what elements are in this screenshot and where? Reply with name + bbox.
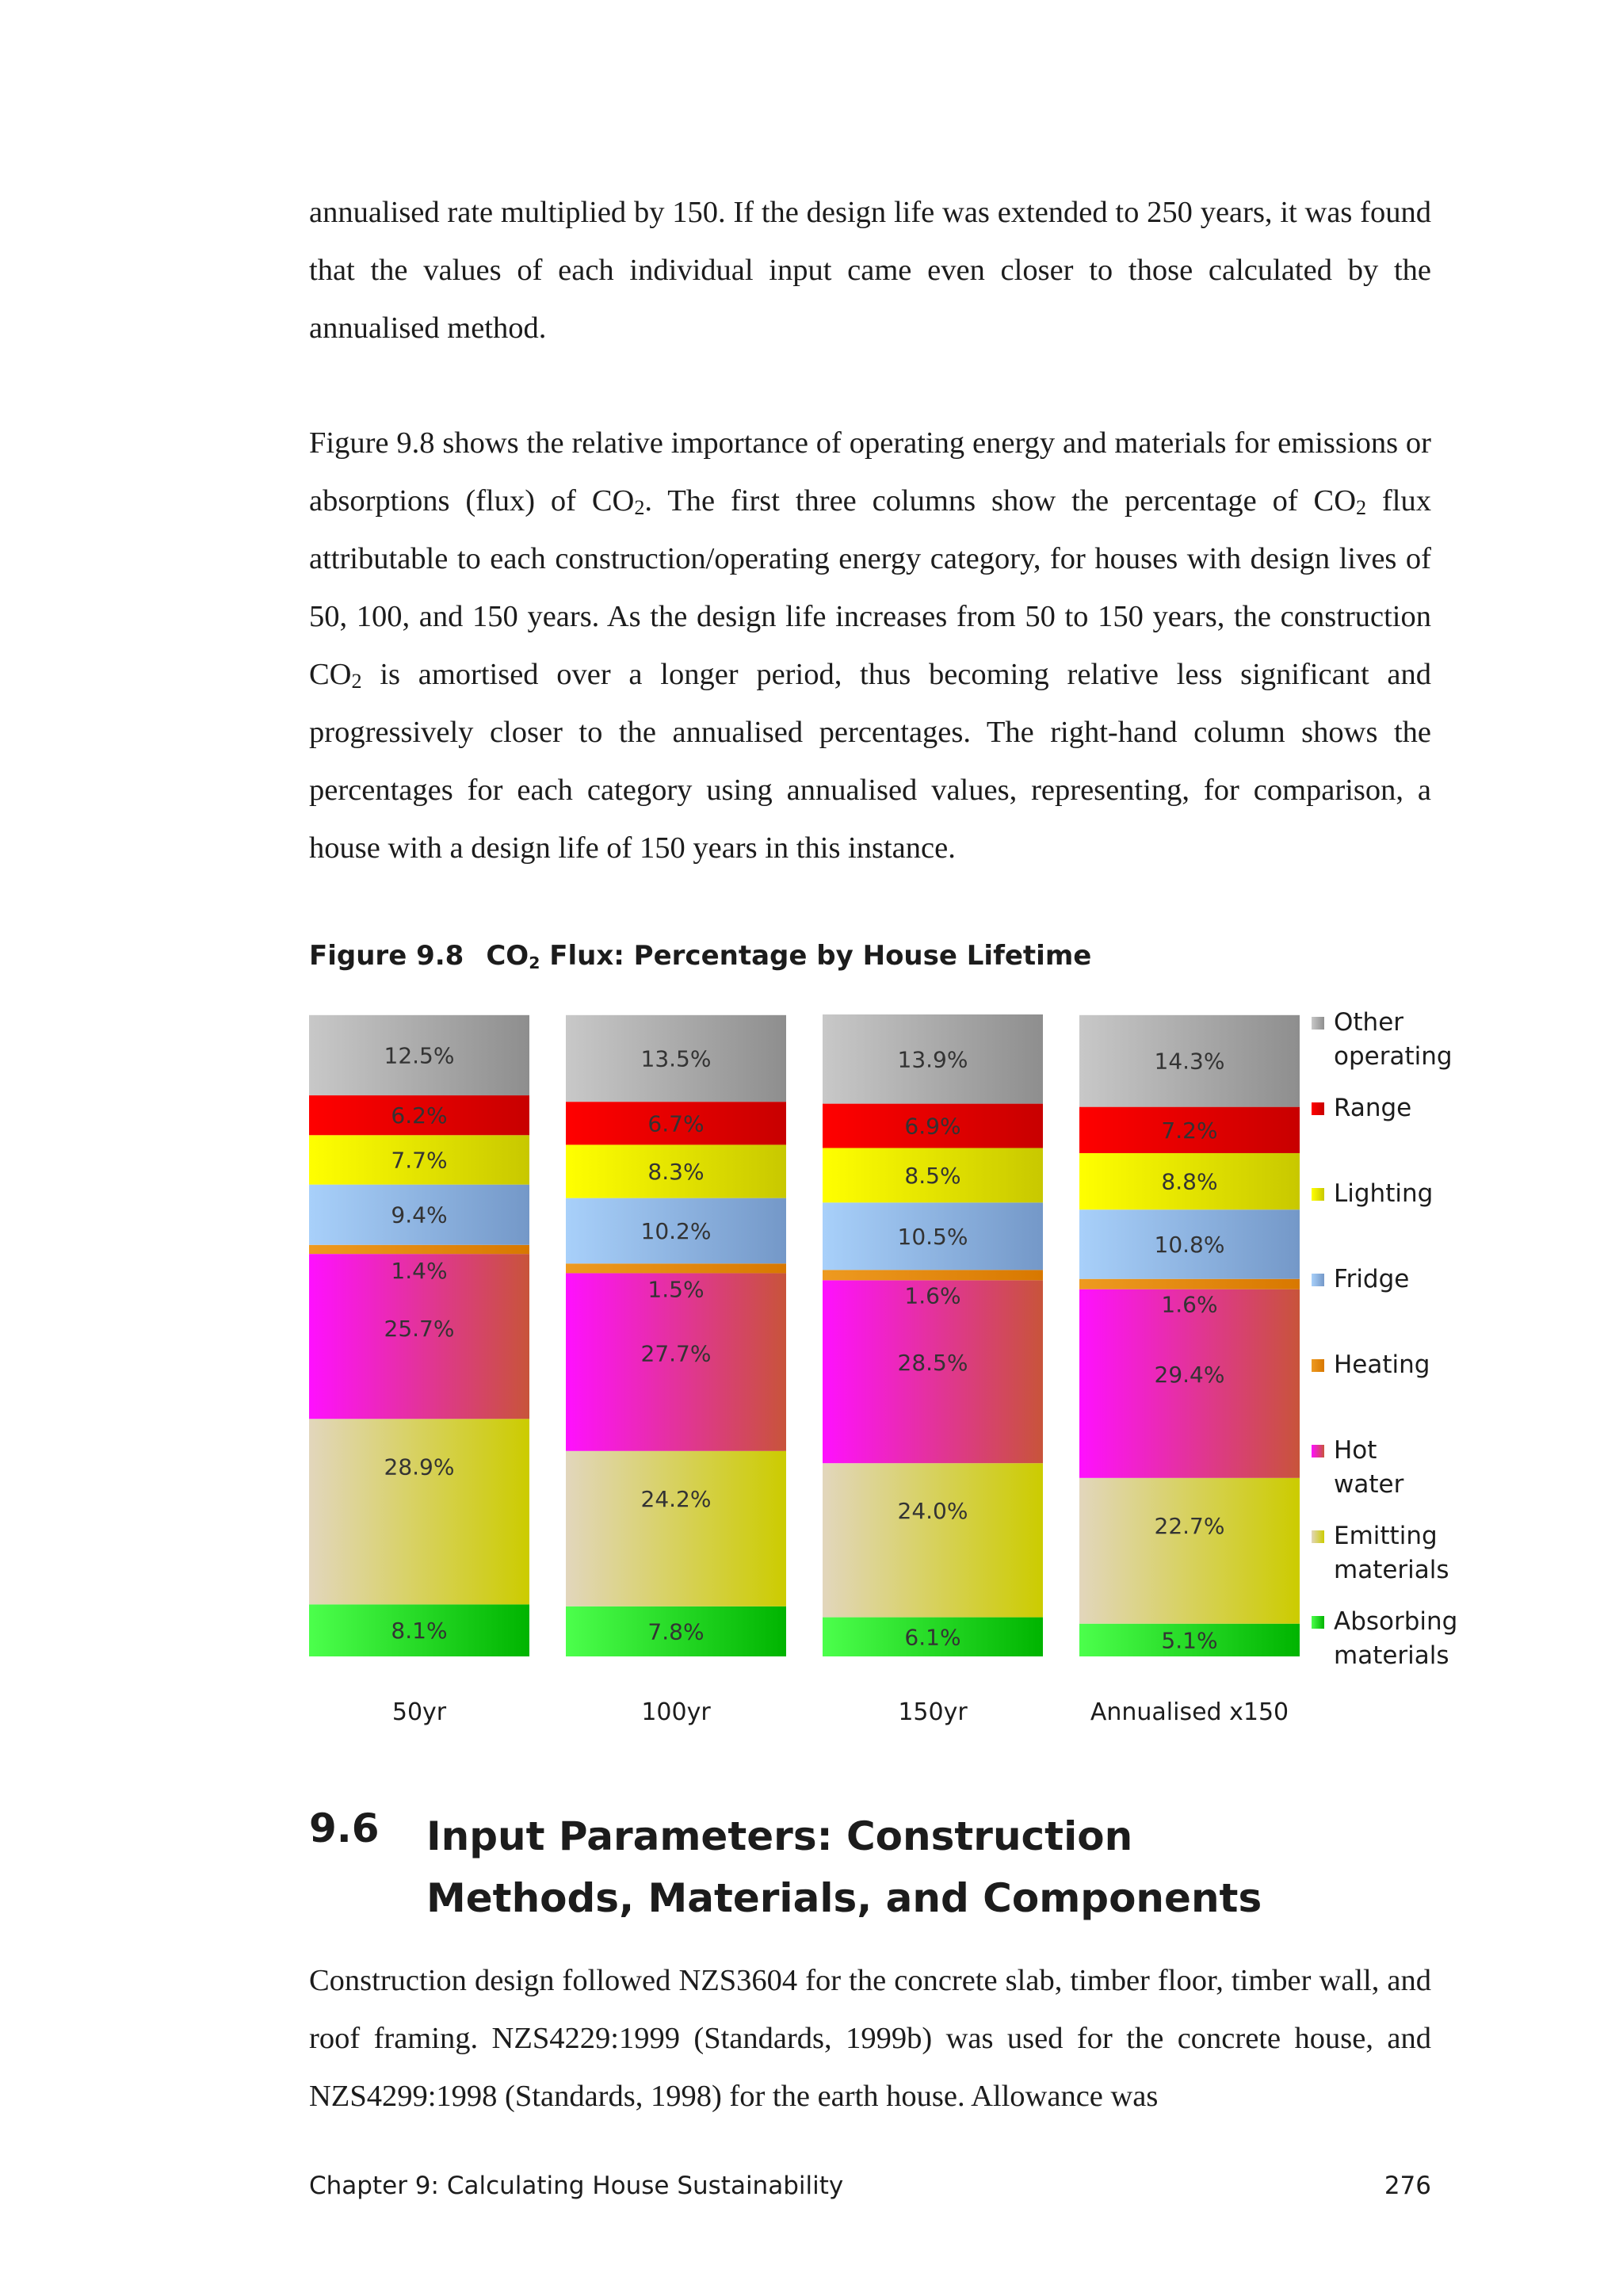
legend-swatch-absorbing-materials — [1312, 1616, 1324, 1629]
figure-number: Figure 9.8 — [309, 940, 464, 972]
page-number: 276 — [1384, 2172, 1431, 2200]
data-label-absorbing-materials-50yr: 8.1% — [391, 1618, 448, 1645]
legend-swatch-emitting-materials — [1312, 1530, 1324, 1543]
footer-chapter: Chapter 9: Calculating House Sustainability — [309, 2172, 844, 2200]
paragraph-2-part1: Figure 9.8 shows the relative importance of operating energy and materials for emissions or absorptions (flux) of CO — [309, 426, 1431, 518]
legend-label-fridge: Fridge — [1334, 1265, 1410, 1293]
data-label-emitting-materials-annualised-x150: 22.7% — [1154, 1512, 1225, 1539]
legend-label-heating: Heating — [1334, 1350, 1430, 1379]
subscript: 2 — [351, 670, 362, 693]
data-label-heating-50yr: 1.4% — [391, 1257, 448, 1284]
legend-label-lighting: Lighting — [1334, 1179, 1434, 1208]
legend-label-absorbing-materials: Absorbing materials — [1334, 1607, 1458, 1670]
x-label-100yr: 100yr — [641, 1698, 711, 1726]
legend-label-range: Range — [1334, 1094, 1412, 1122]
data-label-lighting-100yr: 8.3% — [647, 1159, 705, 1186]
paragraph-2-part2: . The first three columns show the percentage of CO — [644, 484, 1357, 518]
section-title: Input Parameters: Construction Methods, Materials, and Components — [426, 1813, 1262, 1921]
bar-segment-emitting-materials-150yr — [823, 1463, 1043, 1617]
legend-label-other-operating: Other operating — [1334, 1008, 1453, 1071]
data-label-range-50yr: 6.2% — [391, 1102, 448, 1129]
data-label-emitting-materials-50yr: 28.9% — [384, 1454, 455, 1480]
subscript: 2 — [634, 496, 645, 520]
data-label-other-operating-50yr: 12.5% — [384, 1042, 455, 1069]
data-label-lighting-50yr: 7.7% — [391, 1147, 448, 1174]
figure-title-subscript: 2 — [529, 953, 540, 973]
bar-segment-emitting-materials-100yr — [566, 1451, 786, 1606]
legend-swatch-lighting — [1312, 1188, 1324, 1201]
data-label-lighting-annualised-x150: 8.8% — [1161, 1168, 1218, 1195]
legend-swatch-range — [1312, 1102, 1324, 1115]
legend-label-hot-water: Hot water — [1334, 1436, 1404, 1499]
data-label-heating-annualised-x150: 1.6% — [1161, 1291, 1218, 1318]
subscript: 2 — [1356, 496, 1367, 520]
data-label-hot-water-100yr: 27.7% — [640, 1340, 712, 1367]
bar-segment-heating-100yr — [566, 1263, 786, 1273]
stacked-bar-chart — [301, 1007, 1458, 1744]
paragraph-2-part4: is amortised over a longer period, thus becoming relative less significant and progressively closer to the annualised percentages. The right-hand column shows the percentages for each category using annualised values, representing, for comparison, a house with a design life of 150 years in this instance. — [309, 658, 1431, 865]
data-label-absorbing-materials-150yr: 6.1% — [904, 1624, 961, 1651]
figure-caption — [309, 940, 1091, 972]
legend-label-emitting-materials: Emitting materials — [1334, 1522, 1449, 1584]
section-number: 9.6 — [309, 1805, 380, 1851]
data-label-hot-water-annualised-x150: 29.4% — [1154, 1361, 1225, 1388]
data-label-range-150yr: 6.9% — [904, 1113, 961, 1140]
bar-segment-heating-annualised-x150 — [1079, 1279, 1300, 1289]
legend-swatch-fridge — [1312, 1274, 1324, 1286]
x-label-150yr: 150yr — [898, 1698, 968, 1726]
chart-bars — [309, 1014, 1300, 1656]
chart-x-labels — [392, 1698, 1289, 1726]
data-label-other-operating-150yr: 13.9% — [897, 1046, 968, 1073]
data-label-absorbing-materials-100yr: 7.8% — [647, 1618, 705, 1645]
data-label-range-100yr: 6.7% — [647, 1110, 705, 1137]
data-label-hot-water-50yr: 25.7% — [384, 1315, 455, 1342]
data-label-other-operating-100yr: 13.5% — [640, 1045, 712, 1072]
data-label-lighting-150yr: 8.5% — [904, 1162, 961, 1189]
figure-title-prefix: CO — [486, 940, 529, 972]
figure-title-suffix: Flux: Percentage by House Lifetime — [540, 940, 1092, 972]
bar-segment-heating-150yr — [823, 1270, 1043, 1280]
data-label-emitting-materials-100yr: 24.2% — [640, 1485, 712, 1512]
bar-segment-emitting-materials-50yr — [309, 1419, 529, 1604]
legend-swatch-heating — [1312, 1359, 1324, 1372]
data-label-fridge-annualised-x150: 10.8% — [1154, 1231, 1225, 1258]
paragraph-3: Construction design followed NZS3604 for the concrete slab, timber floor, timber wall, and roof framing. NZS4229:1999 (Standards, 1999b) was used for the concrete house, and NZS4299:1998 (Standards, 1998) for the earth house. Allowance was — [309, 1964, 1431, 2113]
paragraph-2 — [309, 415, 1431, 877]
legend-swatch-other-operating — [1312, 1017, 1324, 1030]
bar-segment-heating-50yr — [309, 1245, 529, 1254]
data-label-absorbing-materials-annualised-x150: 5.1% — [1161, 1627, 1218, 1654]
bar-segment-emitting-materials-annualised-x150 — [1079, 1478, 1300, 1624]
data-label-emitting-materials-150yr: 24.0% — [897, 1498, 968, 1525]
x-label-50yr: 50yr — [391, 1698, 447, 1726]
data-label-heating-150yr: 1.6% — [904, 1282, 961, 1309]
data-label-range-annualised-x150: 7.2% — [1161, 1117, 1218, 1144]
data-label-other-operating-annualised-x150: 14.3% — [1154, 1048, 1225, 1075]
x-label-annualised-x150: Annualised x150 — [1090, 1698, 1289, 1726]
data-label-heating-100yr: 1.5% — [647, 1276, 705, 1303]
chart-legend — [1312, 1008, 1457, 1670]
data-label-hot-water-150yr: 28.5% — [897, 1350, 968, 1377]
data-label-fridge-50yr: 9.4% — [391, 1201, 448, 1228]
legend-swatch-hot-water — [1312, 1445, 1324, 1457]
data-label-fridge-100yr: 10.2% — [640, 1217, 712, 1244]
data-label-fridge-150yr: 10.5% — [897, 1223, 968, 1250]
paragraph-2-part3: flux attributable to each construction/operating energy category, for houses with design lives of 50, 100, and 150 years. As the design life increases from 50 to 150 years, the construction CO — [309, 484, 1431, 691]
paragraph-1: annualised rate multiplied by 150. If the design life was extended to 250 years, it was found that the values of each individual input came even closer to those calculated by the annualised method. — [309, 196, 1431, 345]
